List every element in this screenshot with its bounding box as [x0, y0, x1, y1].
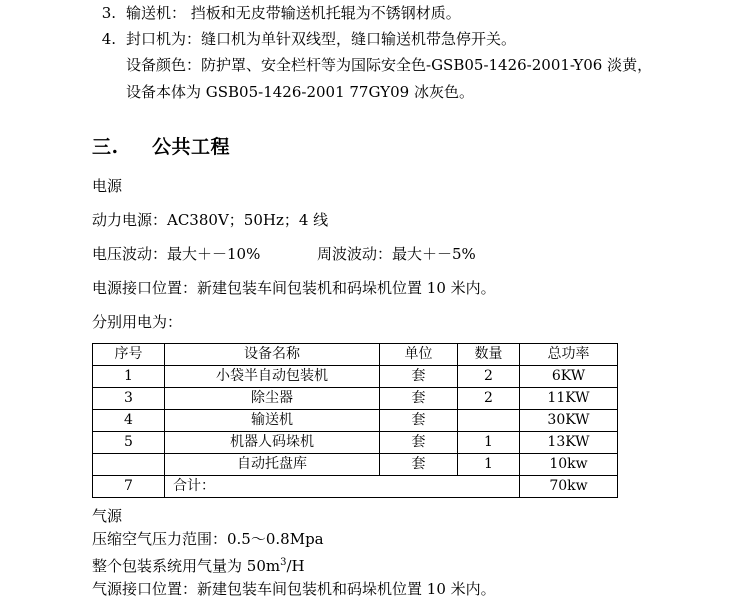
table-header-row [93, 344, 618, 366]
power-usage-intro: 分别用电为： [92, 313, 183, 331]
air-consumption-unit: 3 [280, 557, 287, 568]
section-number: 三. [92, 136, 119, 158]
cell-seq: 1 [93, 366, 165, 388]
power-interface-position: 电源接口位置：新建包装车间包装机和码垛机位置 10 米内。 [92, 279, 496, 297]
cell-qty [458, 410, 520, 432]
power-source: 动力电源：AC380V；50Hz；4 线 [92, 211, 329, 229]
cell-name: 除尘器 [165, 388, 380, 410]
cell-seq: 4 [93, 410, 165, 432]
table-row [93, 388, 618, 410]
cell-power: 10kw [520, 454, 618, 476]
table-total-row [93, 476, 618, 498]
cell-total-label: 合计： [165, 476, 520, 498]
section-title: 公共工程 [152, 136, 231, 158]
equipment-notes-list [92, 0, 695, 52]
air-pressure-range: 压缩空气压力范围：0.5～0.8Mpa [92, 530, 324, 548]
cell-qty: 2 [458, 366, 520, 388]
cell-power: 13KW [520, 432, 618, 454]
list-item-number: 4. [101, 30, 116, 48]
cell-unit: 套 [380, 410, 458, 432]
column-header-qty: 数量 [458, 344, 520, 366]
column-header-seq: 序号 [93, 344, 165, 366]
column-header-name: 设备名称 [165, 344, 380, 366]
cell-name: 输送机 [165, 410, 380, 432]
power-heading: 电源 [92, 177, 123, 195]
cell-seq [93, 454, 165, 476]
cell-name: 机器人码垛机 [165, 432, 380, 454]
cell-seq: 5 [93, 432, 165, 454]
cell-power: 6KW [520, 366, 618, 388]
cell-total-power: 70kw [520, 476, 618, 498]
table-row [93, 454, 618, 476]
cell-power: 11KW [520, 388, 618, 410]
voltage-fluctuation: 电压波动：最大＋－10% [92, 245, 261, 263]
cell-qty: 2 [458, 388, 520, 410]
table-row [93, 366, 618, 388]
cell-name: 小袋半自动包装机 [165, 366, 380, 388]
column-header-power: 总功率 [520, 344, 618, 366]
air-source-section [92, 505, 695, 601]
air-interface-position: 气源接口位置：新建包装车间包装机和码垛机位置 10 米内。 [92, 580, 496, 598]
cell-seq: 7 [93, 476, 165, 498]
cell-seq: 3 [93, 388, 165, 410]
cell-qty: 1 [458, 432, 520, 454]
cell-power: 30KW [520, 410, 618, 432]
color-note-line-2: 设备本体为 GSB05-1426-2001 77GY09 冰灰色。 [126, 83, 474, 101]
air-consumption [92, 551, 695, 578]
cell-qty: 1 [458, 454, 520, 476]
power-fluctuation-row [92, 243, 695, 266]
table-row [93, 410, 618, 432]
color-note-line-1: 设备颜色：防护罩、安全栏杆等为国际安全色-GSB05-1426-2001-Y06 淡黄， [126, 56, 653, 74]
section-heading [92, 132, 695, 159]
cell-unit: 套 [380, 366, 458, 388]
cell-name: 自动托盘库 [165, 454, 380, 476]
frequency-fluctuation: 周波波动：最大＋－5% [317, 245, 476, 263]
cell-unit: 套 [380, 432, 458, 454]
list-item [92, 0, 695, 26]
air-consumption-prefix: 整个包装系统用气量为 50m [92, 557, 281, 575]
air-consumption-suffix: /H [286, 557, 305, 575]
table-row [93, 432, 618, 454]
power-consumption-table [92, 343, 618, 498]
list-item-text: 输送机： 挡板和无皮带输送机托辊为不锈钢材质。 [126, 4, 461, 22]
column-header-unit: 单位 [380, 344, 458, 366]
cell-unit: 套 [380, 388, 458, 410]
list-item-text: 封口机为：缝口机为单针双线型，缝口输送机带急停开关。 [126, 30, 517, 48]
cell-unit: 套 [380, 454, 458, 476]
list-item [92, 26, 695, 52]
air-heading: 气源 [92, 507, 123, 525]
list-item-number: 3. [101, 4, 116, 22]
